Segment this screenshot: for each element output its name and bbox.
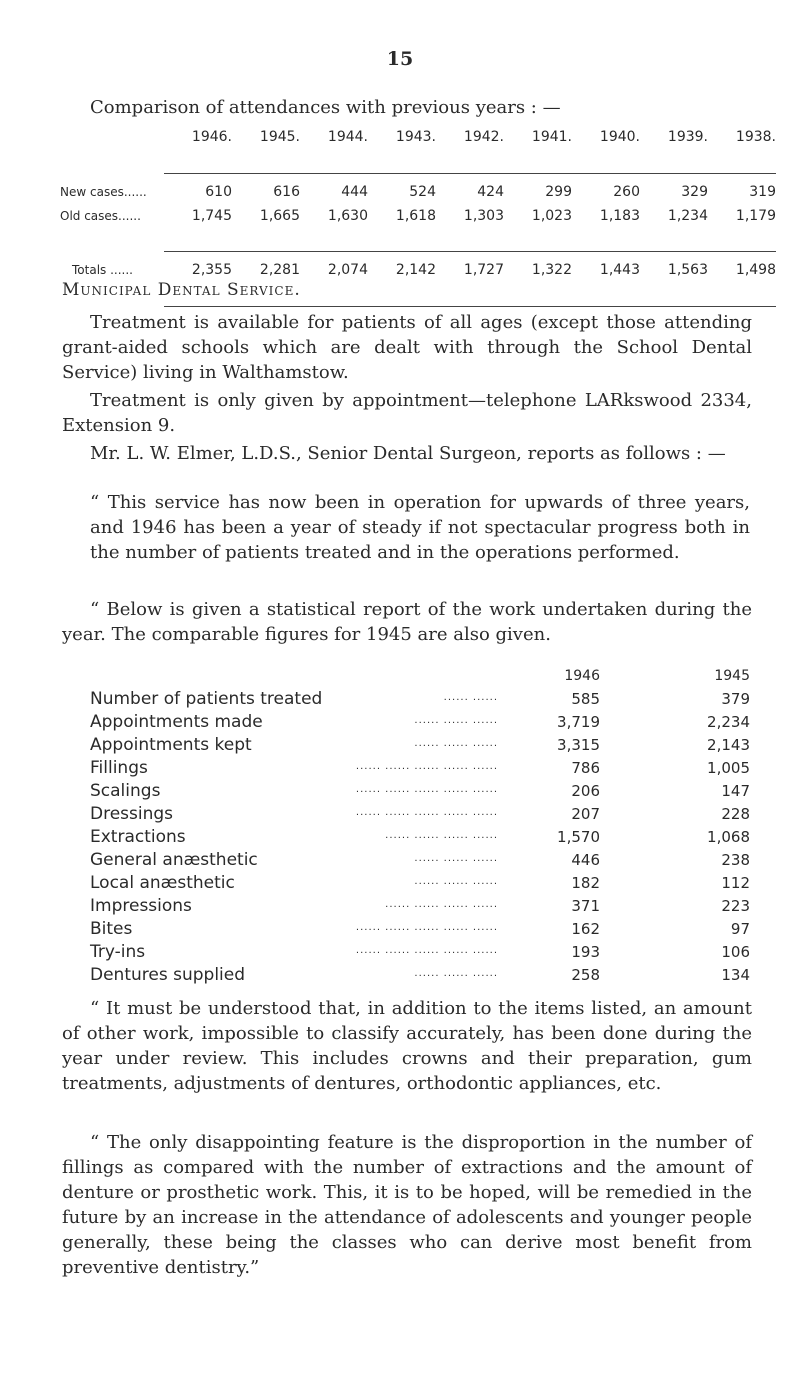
table-cell: 1,498 — [735, 262, 776, 278]
table-cell: 329 — [681, 183, 708, 200]
leader-dots: ...... ...... ...... — [414, 875, 498, 887]
stat-label: General anæsthetic — [90, 849, 258, 870]
paragraph: Mr. L. W. Elmer, L.D.S., Senior Dental Surgeon, reports as follows : — — [90, 443, 726, 464]
leader-dots: ...... ...... ...... ...... ...... — [355, 806, 498, 818]
year-header: 1939. — [667, 129, 708, 145]
table-row — [90, 733, 750, 756]
leader-dots: ...... ...... ...... ...... ...... — [355, 783, 498, 795]
value-1945: 106 — [721, 942, 750, 961]
stat-label: Impressions — [90, 895, 192, 916]
table-cell: 616 — [273, 183, 300, 200]
table-cell: 444 — [341, 183, 368, 200]
year-header: 1944. — [327, 129, 368, 145]
table-cell: 2,074 — [327, 262, 368, 278]
leader-dots: ...... ...... ...... ...... ...... — [355, 921, 498, 933]
leader-dots: ...... ...... ...... — [414, 967, 498, 979]
year-header: 1938. — [735, 129, 776, 145]
value-1945: 134 — [721, 965, 750, 984]
value-1946: 1,570 — [557, 827, 600, 846]
table-cell: 299 — [545, 183, 572, 200]
value-1945: 2,143 — [707, 735, 750, 754]
stat-label-cell — [90, 848, 498, 871]
value-1946: 206 — [571, 781, 600, 800]
leader-dots: ...... ...... ...... — [414, 714, 498, 726]
table-cell: 1,563 — [667, 262, 708, 278]
dental-statistics-table — [90, 664, 750, 986]
leader-dots: ...... ...... ...... — [414, 852, 498, 864]
stat-label-cell — [90, 963, 498, 986]
table-cell: 610 — [205, 183, 232, 200]
table-cell: 260 — [613, 183, 640, 200]
table-row — [90, 894, 750, 917]
stat-label-cell — [90, 802, 498, 825]
value-1945: 2,234 — [707, 712, 750, 731]
table-row — [90, 756, 750, 779]
value-1945: 97 — [730, 919, 750, 938]
stat-label-cell — [90, 917, 498, 940]
column-header: 1945 — [714, 667, 750, 684]
stats-body — [90, 687, 750, 986]
stat-label-cell — [90, 779, 498, 802]
paragraph: Treatment is available for patients of all ages (except those attending grant-aided schools which are dealt with through the School Dental Service) living in Walthamstow. — [62, 312, 752, 383]
paragraph: Treatment is only given by appointment—telephone LARkswood 2334, Extension 9. — [62, 390, 752, 436]
row-label: Old cases...... — [60, 208, 141, 223]
subtotal-rule — [60, 228, 776, 252]
table-cell: 1,234 — [667, 207, 708, 224]
value-1945: 1,005 — [707, 758, 750, 777]
column-header: 1946 — [564, 667, 600, 684]
year-header: 1940. — [599, 129, 640, 145]
stat-label: Fillings — [90, 757, 148, 778]
year-header: 1945. — [259, 129, 300, 145]
paragraph: “ The only disappointing feature is the disproportion in the number of fillings as compared with the number of extractions and the amount of denture or prosthetic work. This, it is to be hoped, will be remedied in the future by an increase in the attendance of adolescents and younger people generally, these being the classes who can derive most benefit from preventive dentistry.” — [62, 1132, 752, 1278]
table-cell: 1,322 — [531, 262, 572, 278]
year-header-row — [60, 125, 776, 149]
paragraph: “ It must be understood that, in addition to the items listed, an amount of other work, impossible to classify accurately, has been done during the year under review. This includes crowns and their preparation, gum treatments, adjustments of dentures, orthodontic appliances, etc. — [62, 998, 752, 1094]
value-1945: 238 — [721, 850, 750, 869]
paragraph: “ This service has now been in operation for upwards of three years, and 1946 has been a year of steady if not spectacular progress both in the number of patients treated and in the operations performed. — [90, 492, 750, 563]
stat-label-cell — [90, 825, 498, 848]
table-cell: 1,023 — [531, 207, 572, 224]
year-header: 1943. — [395, 129, 436, 145]
value-1945: 112 — [721, 873, 750, 892]
table-row — [90, 940, 750, 963]
value-1946: 207 — [571, 804, 600, 823]
table-cell: 2,355 — [191, 262, 232, 278]
table-row — [90, 779, 750, 802]
stat-label-cell — [90, 871, 498, 894]
stat-label: Extractions — [90, 826, 186, 847]
row-label: Totals ...... — [72, 263, 133, 277]
value-1946: 446 — [571, 850, 600, 869]
table-row — [90, 687, 750, 710]
table-row — [90, 963, 750, 986]
value-1946: 3,315 — [557, 735, 600, 754]
value-1946: 3,719 — [557, 712, 600, 731]
stat-label-cell — [90, 940, 498, 963]
table-row — [90, 848, 750, 871]
stat-label: Try-ins — [90, 941, 146, 962]
table-cell: 1,443 — [599, 262, 640, 278]
year-header: 1946. — [191, 129, 232, 145]
value-1945: 1,068 — [707, 827, 750, 846]
section-heading: Municipal Dental Service. — [62, 280, 301, 300]
table-cell: 1,727 — [463, 262, 504, 278]
table-row — [60, 180, 776, 204]
stats-header-row — [90, 664, 750, 687]
leader-dots: ...... ...... ...... ...... ...... — [355, 760, 498, 772]
page-number: 15 — [386, 48, 414, 70]
table-row — [90, 710, 750, 733]
leader-dots: ...... ...... ...... ...... — [385, 898, 498, 910]
leader-dots: ...... ...... ...... ...... — [385, 829, 498, 841]
leader-dots: ...... ...... — [443, 691, 498, 703]
stat-label: Bites — [90, 918, 133, 939]
table-cell: 1,630 — [327, 207, 368, 224]
table-cell: 1,618 — [395, 207, 436, 224]
paragraph: “ Below is given a statistical report of the work undertaken during the year. The comparable figures for 1945 are also given. — [62, 599, 752, 645]
stat-label: Appointments kept — [90, 734, 252, 755]
stat-label: Dentures supplied — [90, 964, 246, 985]
table-cell: 1,745 — [191, 207, 232, 224]
table-cell: 319 — [749, 183, 776, 200]
value-1945: 147 — [721, 781, 750, 800]
value-1945: 228 — [721, 804, 750, 823]
table-row — [90, 917, 750, 940]
leader-dots: ...... ...... ...... ...... ...... — [355, 944, 498, 956]
row-label: New cases...... — [60, 184, 147, 199]
header-rule — [60, 149, 776, 173]
table-cell: 1,303 — [463, 207, 504, 224]
table-cell: 1,665 — [259, 207, 300, 224]
table-cell: 2,142 — [395, 262, 436, 278]
value-1946: 786 — [571, 758, 600, 777]
table-cell: 2,281 — [259, 262, 300, 278]
table-cell: 524 — [409, 183, 436, 200]
stat-label-cell — [90, 756, 498, 779]
value-1945: 223 — [721, 896, 750, 915]
stat-label: Number of patients treated — [90, 688, 323, 709]
value-1946: 371 — [571, 896, 600, 915]
value-1945: 379 — [721, 689, 750, 708]
value-1946: 182 — [571, 873, 600, 892]
totals-row — [60, 258, 776, 282]
stat-label: Appointments made — [90, 711, 263, 732]
stat-label: Dressings — [90, 803, 174, 824]
table-cell: 1,179 — [735, 207, 776, 224]
stat-label-cell — [90, 733, 498, 756]
stat-label-cell — [90, 894, 498, 917]
stat-label-cell — [90, 687, 498, 710]
table-row — [90, 871, 750, 894]
year-header: 1941. — [531, 129, 572, 145]
value-1946: 585 — [571, 689, 600, 708]
leader-dots: ...... ...... ...... — [414, 737, 498, 749]
table-cell: 424 — [477, 183, 504, 200]
value-1946: 162 — [571, 919, 600, 938]
table-row — [90, 802, 750, 825]
year-header: 1942. — [463, 129, 504, 145]
stat-label: Scalings — [90, 780, 161, 801]
comparison-intro: Comparison of attendances with previous years : — — [90, 97, 561, 118]
value-1946: 258 — [571, 965, 600, 984]
value-1946: 193 — [571, 942, 600, 961]
table-row — [90, 825, 750, 848]
table-row — [60, 204, 776, 228]
table-cell: 1,183 — [599, 207, 640, 224]
stat-label-cell — [90, 710, 498, 733]
stat-label: Local anæsthetic — [90, 872, 235, 893]
